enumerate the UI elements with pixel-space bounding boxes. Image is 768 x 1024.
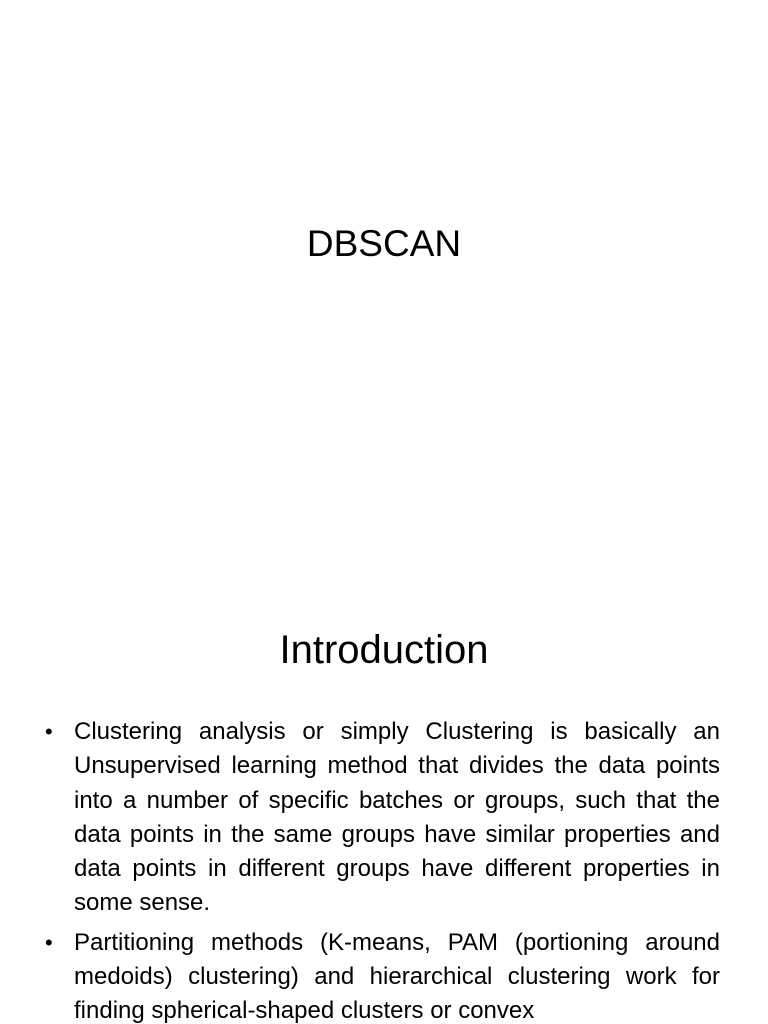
bullet-text: Partitioning methods (K-means, PAM (portioning around medoids) clustering) and hierarchical clustering work for finding spherical-shaped clusters or convex: [74, 928, 720, 1024]
bullet-item: [40, 715, 720, 921]
bullet-item: [40, 926, 720, 1024]
bullet-icon: •: [45, 719, 53, 744]
slide-title-introduction: Introduction: [279, 628, 489, 672]
bullet-list: [40, 715, 720, 1024]
bullet-text: Clustering analysis or simply Clustering is basically an Unsupervised learning method that divides the data points into a number of specific batches or groups, such that the data points in the same groups have similar properties and data points in different groups have different properties in some sense.: [74, 718, 720, 917]
bullet-icon: •: [45, 929, 53, 955]
slide-title-dbscan: DBSCAN: [306, 223, 462, 264]
